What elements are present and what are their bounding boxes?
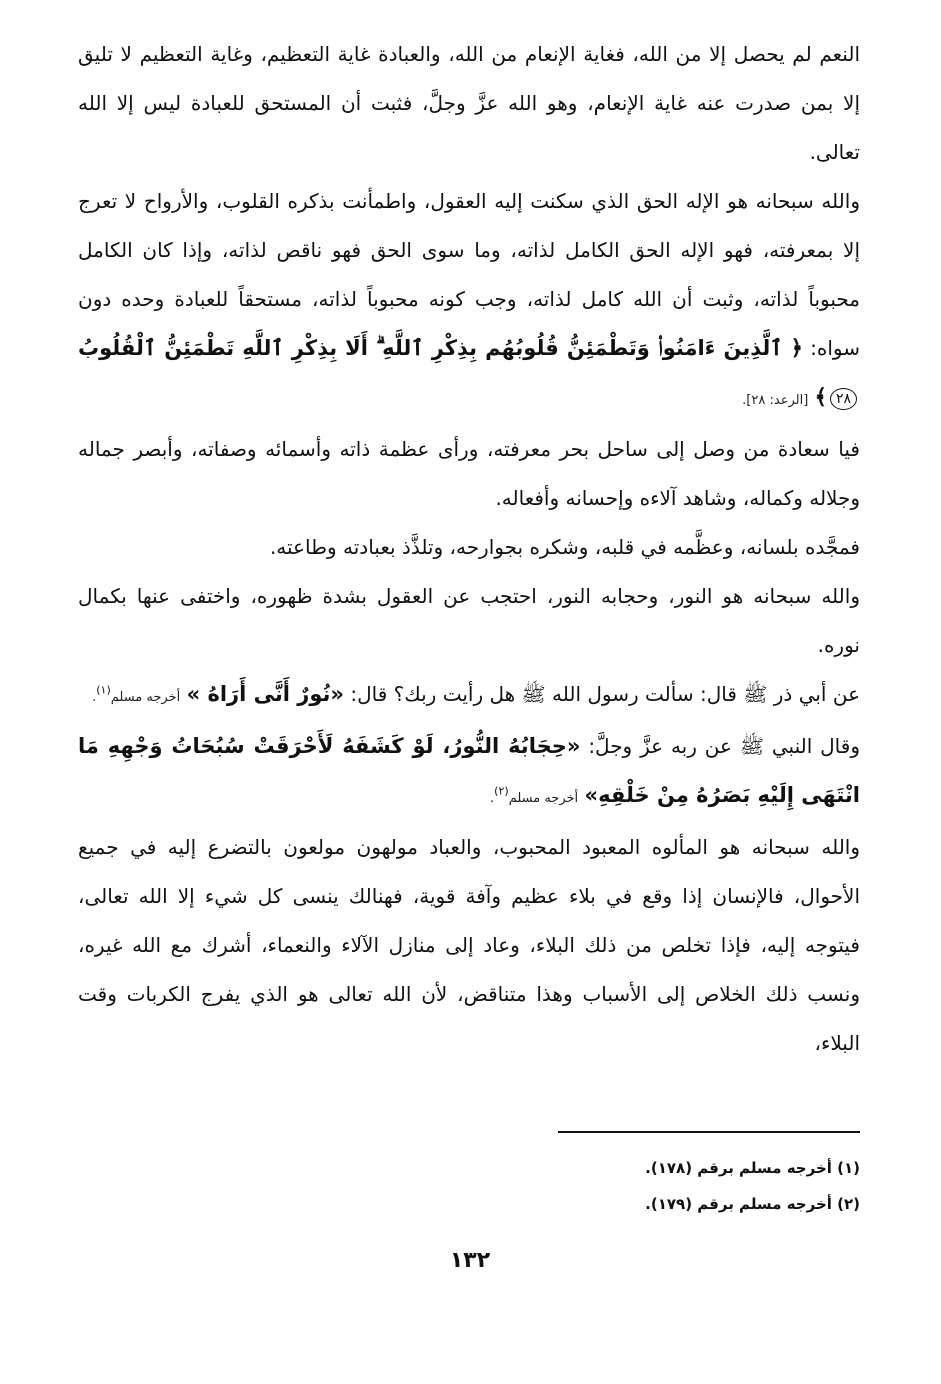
paragraph-2 — [78, 177, 860, 425]
paragraph-3: فيا سعادة من وصل إلى ساحل بحر معرفته، ورأى عظمة ذاته وأسمائه وصفاته، وأبصر جماله وجلاله وكماله، وشاهد آلاءه وإحسانه وأفعاله. — [78, 437, 860, 510]
page-number: ١٣٢ — [449, 1248, 491, 1273]
ayah-number-mark: ٢٨ — [830, 388, 857, 410]
paragraph-8: والله سبحانه هو المألوه المعبود المحبوب، والعباد مولهون مولعون بالتضرع إليه في جميع الأحوال، فالإنسان إذا وقع في بلاء عظيم وآفة قوية، فهنالك ينسى كل شيء إلا الله تعالى، فيتوجه إليه، فإذا تخلص من ذلك البلاء، وعاد إلى منازل الآلاء والنعماء، أشرك مع الله غيره، ونسب ذلك الخلاص إلى الأسباب وهذا متناقض، لأن الله تعالى هو الذي يفرج الكربات وقت البلاء، — [78, 835, 860, 1055]
footnote-2: (٢) أخرجه مسلم برقم (١٧٩). — [645, 1195, 860, 1213]
footnote-marker-2: (٢) — [494, 784, 509, 798]
paragraph-4: فمجَّده بلسانه، وعظَّمه في قلبه، وشكره بجوارحه، وتلذَّذ بعبادته وطاعته. — [269, 535, 860, 559]
footnote-1: (١) أخرجه مسلم برقم (١٧٨). — [645, 1159, 860, 1177]
paragraph-1: النعم لم يحصل إلا من الله، فغاية الإنعام من الله، والعبادة غاية التعظيم، وغاية التعظيم لا تليق إلا بمن صدرت عنه غاية الإنعام، وهو الله عزَّ وجلَّ، فثبت أن المستحق للعبادة ليس إلا الله تعالى. — [78, 42, 860, 164]
quran-close-bracket: ﴾ — [814, 385, 827, 409]
main-text — [78, 30, 860, 1068]
paragraph-7-text: وقال النبي ﷺ عن ربه عزَّ وجلَّ: — [588, 734, 860, 758]
paragraph-6-text: عن أبي ذر ﷺ قال: سألت رسول الله ﷺ هل رأيت ربك؟ قال: — [350, 682, 860, 706]
paragraph-7 — [78, 722, 860, 823]
hadith-1-end: . — [92, 690, 97, 705]
footnote-divider — [558, 1131, 860, 1133]
hadith-1: «نُورٌ أَنَّى أَرَاهُ » — [186, 682, 344, 706]
paragraph-6 — [78, 670, 860, 722]
footnote-marker-1: (١) — [96, 683, 111, 697]
hadith-2-end: . — [490, 791, 495, 806]
quran-reference: [الرعد: ٢٨]. — [742, 393, 809, 408]
hadith-2: «حِجَابُهُ النُّورُ، لَوْ كَشَفَهُ لَأَحْرَقَتْ سُبُحَاتُ وَجْهِهِ مَا انْتَهَى إِلَيْهِ بَصَرُهُ مِنْ خَلْقِهِ» — [78, 734, 860, 807]
footnotes — [560, 1150, 860, 1222]
paragraph-2-text: والله سبحانه هو الإله الحق الذي سكنت إليه العقول، واطمأنت بذكره القلوب، والأرواح لا تعرج إلا بمعرفته، فهو الإله الحق الكامل لذاته، وما سوى الحق فهو ناقص لذاته، وإذا كان الكامل محبوباً لذاته، وثبت أن الله كامل لذاته، وجب كونه محبوباً لذاته، مستحقاً للعبادة وحده دون سواه: — [78, 189, 860, 360]
quran-verse: ﴿ ٱلَّذِينَ ءَامَنُوا۟ وَتَطْمَئِنُّ قُلُوبُهُم بِذِكْرِ ٱللَّهِ ۗ أَلَا بِذِكْرِ ٱللَّهِ تَطْمَئِنُّ ٱلْقُلُوبُ — [78, 336, 803, 360]
paragraph-5: والله سبحانه هو النور، وحجابه النور، احتجب عن العقول بشدة ظهوره، واختفى عنها بكمال نوره. — [78, 584, 860, 657]
hadith-1-reference: أخرجه مسلم — [110, 690, 181, 705]
hadith-2-reference: أخرجه مسلم — [508, 791, 579, 806]
